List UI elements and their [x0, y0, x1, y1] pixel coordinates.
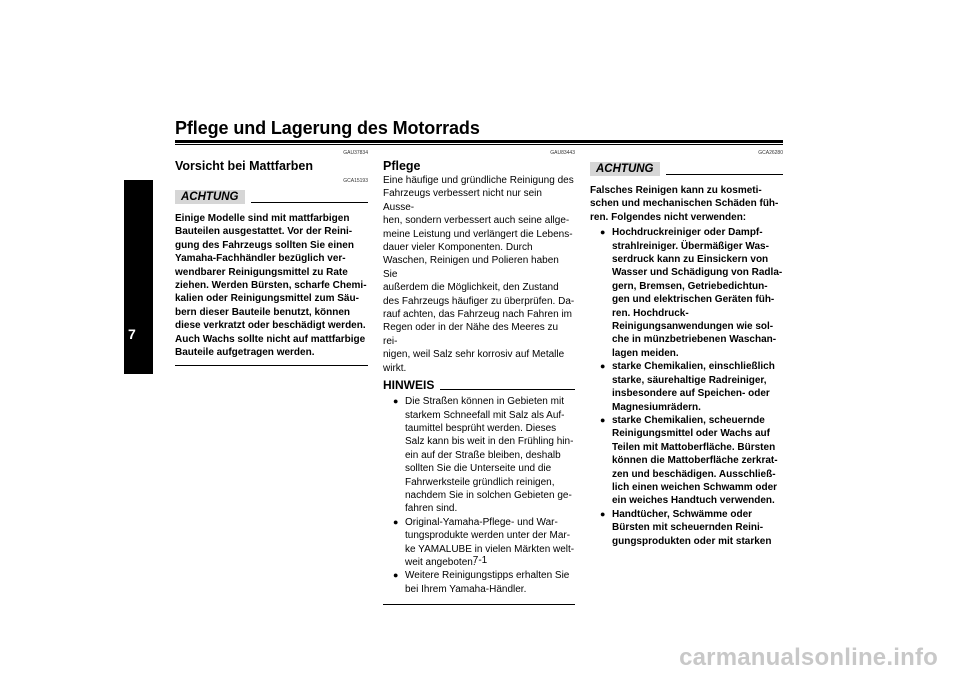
notice-header — [175, 188, 368, 206]
text-line: Yamaha-Fachhändler bezüglich ver- — [175, 253, 346, 265]
section-heading-pflege: Pflege — [383, 159, 421, 173]
column-3 — [590, 150, 783, 548]
chapter-tab — [124, 180, 153, 374]
bullet-icon: ● — [600, 414, 606, 425]
text-line: nigen, weil Salz sehr korrosiv auf Metalle — [383, 349, 565, 361]
notice-end-rule — [175, 365, 368, 366]
bullet-icon: ● — [600, 227, 606, 238]
hinweis-header — [383, 377, 575, 393]
text-line: Eine häufige und gründliche Reinigung des — [383, 175, 574, 186]
text-line: Regen oder in der Nähe des Meeres zu rei- — [383, 322, 559, 347]
text-line: wendbarer Reinigungsmittel zu Rate — [175, 266, 348, 278]
list-item: ● Hochdruckreiniger oder Dampf- strahlreiniger. Übermäßiger Was- serdruck kann zu Einsickern von Wasser und Schädigung von Radla- gern, Bremsen, Getriebedichtun- gen und elektrischen Geräten füh- ren. Hochdruck- Reinigungsanwendungen wie sol- che in münzbetriebenen Waschan- lagen meiden. — [600, 227, 783, 359]
pflege-text — [383, 174, 575, 375]
notice-rule — [666, 174, 784, 175]
column-1 — [175, 150, 368, 366]
bullet-icon: ● — [600, 361, 606, 372]
text-line: Waschen, Reinigen und Polieren haben Sie — [383, 255, 559, 280]
section-heading-matt: Vorsicht bei Mattfarben — [175, 159, 313, 173]
section-code: GAU37834 — [343, 150, 368, 156]
text-line: Einige Modelle sind mit mattfarbigen — [175, 213, 350, 224]
page-title: Pflege und Lagerung des Motorrads — [175, 118, 480, 138]
bullet-icon: ● — [600, 508, 606, 519]
title-rule-thin — [175, 144, 783, 145]
text-line: kalien oder Reinigungsmittel zum Säu- — [175, 293, 359, 305]
text-line: des Fahrzeugs häufiger zu überprüfen. Da- — [383, 295, 575, 307]
list-item: ● Handtücher, Schwämme oder Bürsten mit scheuernden Reini- gungsprodukten oder mit starken — [600, 508, 772, 547]
notice-label: ACHTUNG — [590, 162, 660, 176]
text-line: Bauteile aufgetragen werden. — [175, 347, 315, 359]
page-number: 7-1 — [472, 555, 488, 566]
notice-intro — [590, 184, 783, 224]
notice-label: ACHTUNG — [175, 190, 245, 204]
list-item: ● starke Chemikalien, einschließlich starke, säurehaltige Radreiniger, insbesondere auf Speichen- oder Magnesiumrädern. — [600, 361, 775, 413]
hinweis-label: HINWEIS — [383, 378, 435, 393]
list-item: ● Weitere Reinigungstipps erhalten Sie bei Ihrem Yamaha-Händler. — [393, 570, 570, 595]
notice-code: GCA26280 — [758, 150, 783, 156]
column-2 — [383, 150, 575, 605]
notice-list — [590, 226, 783, 548]
text-line: hen, sondern verbessert auch seine allge- — [383, 215, 570, 227]
title-rule — [175, 140, 783, 143]
hinweis-end-rule — [383, 604, 575, 605]
bullet-icon: ● — [393, 396, 399, 407]
chapter-number: 7 — [128, 326, 136, 342]
bullet-icon: ● — [393, 516, 399, 527]
text-line: dauer vieler Komponenten. Durch — [383, 242, 533, 254]
text-line: Fahrzeugs verbessert nicht nur sein Ausse- — [383, 188, 542, 213]
text-line: schen und mechanischen Schäden füh- — [590, 198, 779, 210]
text-line: Bauteilen ausgestattet. Vor der Reini- — [175, 226, 353, 238]
watermark[interactable]: carmanualsonline.info — [679, 644, 938, 671]
section-code: GAU83443 — [550, 150, 575, 156]
notice-header — [590, 160, 783, 178]
list-item: ● starke Chemikalien, scheuernde Reinigungsmittel oder Wachs auf Teilen mit Mattoberfläche. Bürsten können die Mattoberfläche zerkrat- zen und beschädigen. Ausschließ- lich einen weichen Schwamm oder ein weiches Handtuch verwenden. — [600, 414, 778, 507]
text-line: Falsches Reinigen kann zu kosmeti- — [590, 185, 762, 196]
hinweis-rule — [440, 389, 575, 390]
text-line: ren. Folgendes nicht verwenden: — [590, 211, 747, 223]
text-line: wirkt. — [383, 362, 407, 374]
list-item: ● Original-Yamaha-Pflege- und War- tungsprodukte werden unter der Mar- ke YAMALUBE in vielen Märkten welt- weit angeboten. — [393, 516, 575, 568]
text-line: diese verkratzt oder beschädigt werden. — [175, 320, 366, 332]
notice-code: GCA15193 — [343, 178, 368, 184]
hinweis-list — [383, 395, 575, 596]
notice-rule — [251, 202, 369, 203]
text-line: außerdem die Möglichkeit, den Zustand — [383, 282, 559, 294]
notice-text — [175, 212, 368, 359]
text-line: rauf achten, das Fahrzeug nach Fahren im — [383, 309, 572, 321]
text-line: meine Leistung und verlängert die Lebens- — [383, 228, 573, 240]
text-line: ziehen. Werden Bürsten, scharfe Chemi- — [175, 280, 367, 292]
bullet-icon: ● — [393, 570, 399, 581]
list-item: ● Die Straßen können in Gebieten mit starkem Schneefall mit Salz als Auf- taumittel besprüht werden. Dieses Salz kann bis weit in den Frühling hin- ein auf der Straße bleiben, deshalb sollten Sie die Unterseite und die Fahrwerksteile gründlich reinigen, nachdem Sie in solchen Gebieten ge- fahren sind. — [393, 396, 574, 515]
text-line: gung des Fahrzeugs sollten Sie einen — [175, 239, 354, 251]
text-line: Auch Wachs sollte nicht auf mattfarbige — [175, 333, 366, 345]
text-line: bern dieser Bauteile benutzt, können — [175, 306, 351, 318]
